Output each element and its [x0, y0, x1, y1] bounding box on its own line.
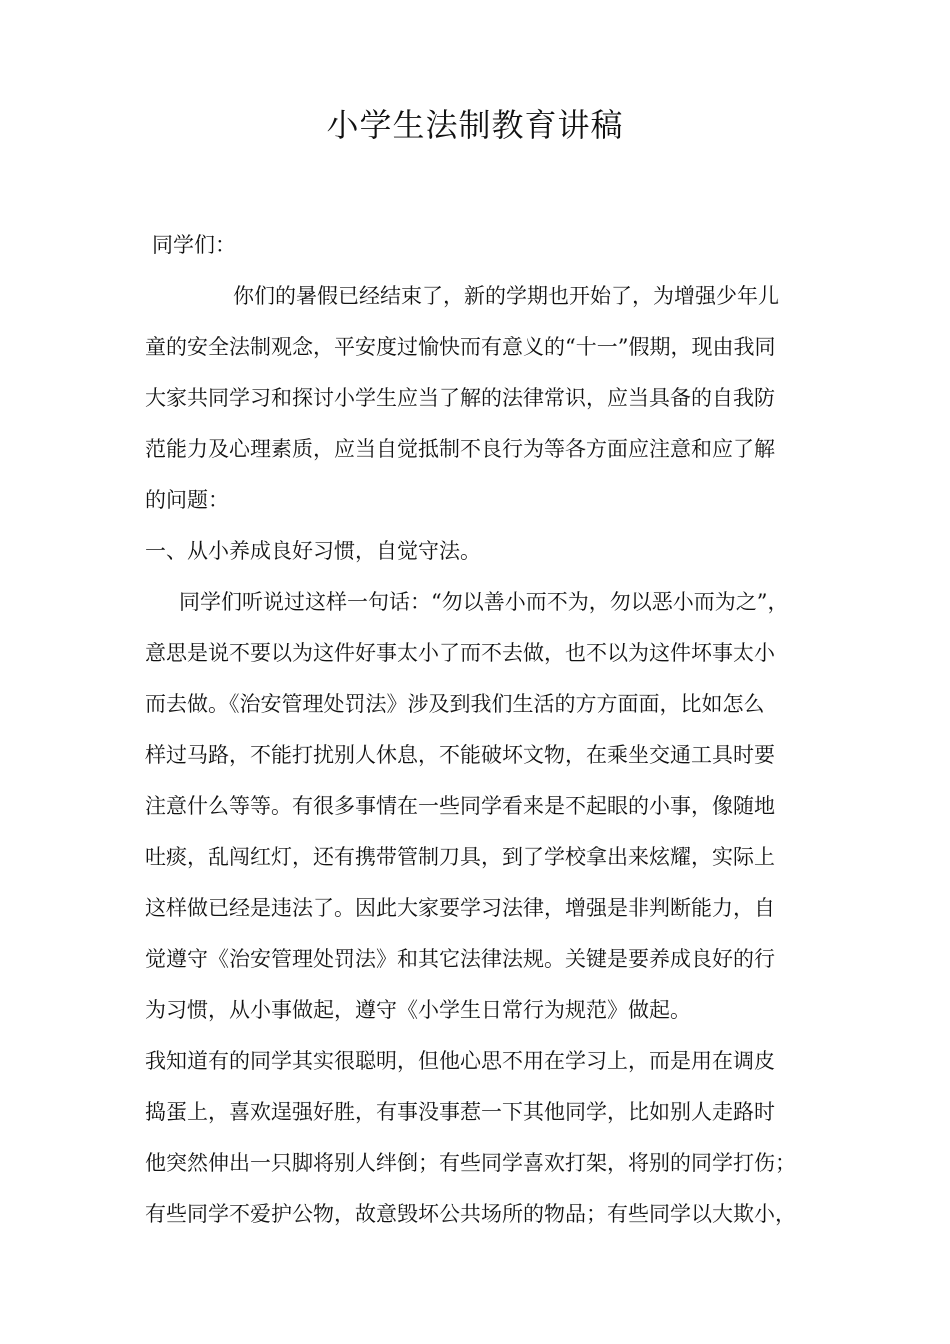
paragraph-line: 童的安全法制观念，平安度过愉快而有意义的“十一”假期，现由我同 [145, 335, 776, 359]
paragraph-line: 我知道有的同学其实很聪明，但他心思不用在学习上，而是用在调皮 [145, 1049, 775, 1073]
document-title: 小学生法制教育讲稿 [326, 106, 624, 144]
paragraph-line: 意思是说不要以为这件好事太小了而不去做，也不以为这件坏事太小 [145, 641, 775, 665]
paragraph-line: 这样做已经是违法了。因此大家要学习法律，增强是非判断能力，自 [145, 896, 775, 920]
paragraph-line: 大家共同学习和探讨小学生应当了解的法律常识，应当具备的自我防 [145, 386, 775, 410]
section-heading: 一、从小养成良好习惯，自觉守法。 [145, 539, 481, 563]
paragraph-line: 的问题： [145, 488, 229, 512]
salutation: 同学们： [152, 233, 236, 257]
paragraph-line: 吐痰，乱闯红灯，还有携带管制刀具，到了学校拿出来炫耀，实际上 [145, 845, 775, 869]
paragraph-line: 捣蛋上，喜欢逞强好胜，有事没事惹一下其他同学，比如别人走路时 [145, 1100, 775, 1124]
paragraph-line: 觉遵守《治安管理处罚法》和其它法律法规。关键是要养成良好的行 [145, 947, 775, 971]
paragraph-line: 你们的暑假已经结束了，新的学期也开始了，为增强少年儿 [233, 284, 779, 308]
paragraph-line: 样过马路，不能打扰别人休息，不能破坏文物，在乘坐交通工具时要 [145, 743, 775, 767]
paragraph-line: 他突然伸出一只脚将别人绊倒；有些同学喜欢打架，将别的同学打伤； [145, 1151, 796, 1175]
paragraph-line: 而去做。《治安管理处罚法》涉及到我们生活的方方面面，比如怎么 [145, 692, 765, 716]
paragraph-line: 为习惯，从小事做起，遵守《小学生日常行为规范》做起。 [145, 998, 691, 1022]
paragraph-line: 同学们听说过这样一句话：“勿以善小而不为，勿以恶小而为之”， [179, 590, 789, 614]
paragraph-line: 范能力及心理素质，应当自觉抵制不良行为等各方面应注意和应了解 [145, 437, 775, 461]
paragraph-line: 有些同学不爱护公物，故意毁坏公共场所的物品；有些同学以大欺小， [145, 1202, 796, 1226]
paragraph-line: 注意什么等等。有很多事情在一些同学看来是不起眼的小事，像随地 [145, 794, 775, 818]
document-body [145, 220, 810, 1240]
